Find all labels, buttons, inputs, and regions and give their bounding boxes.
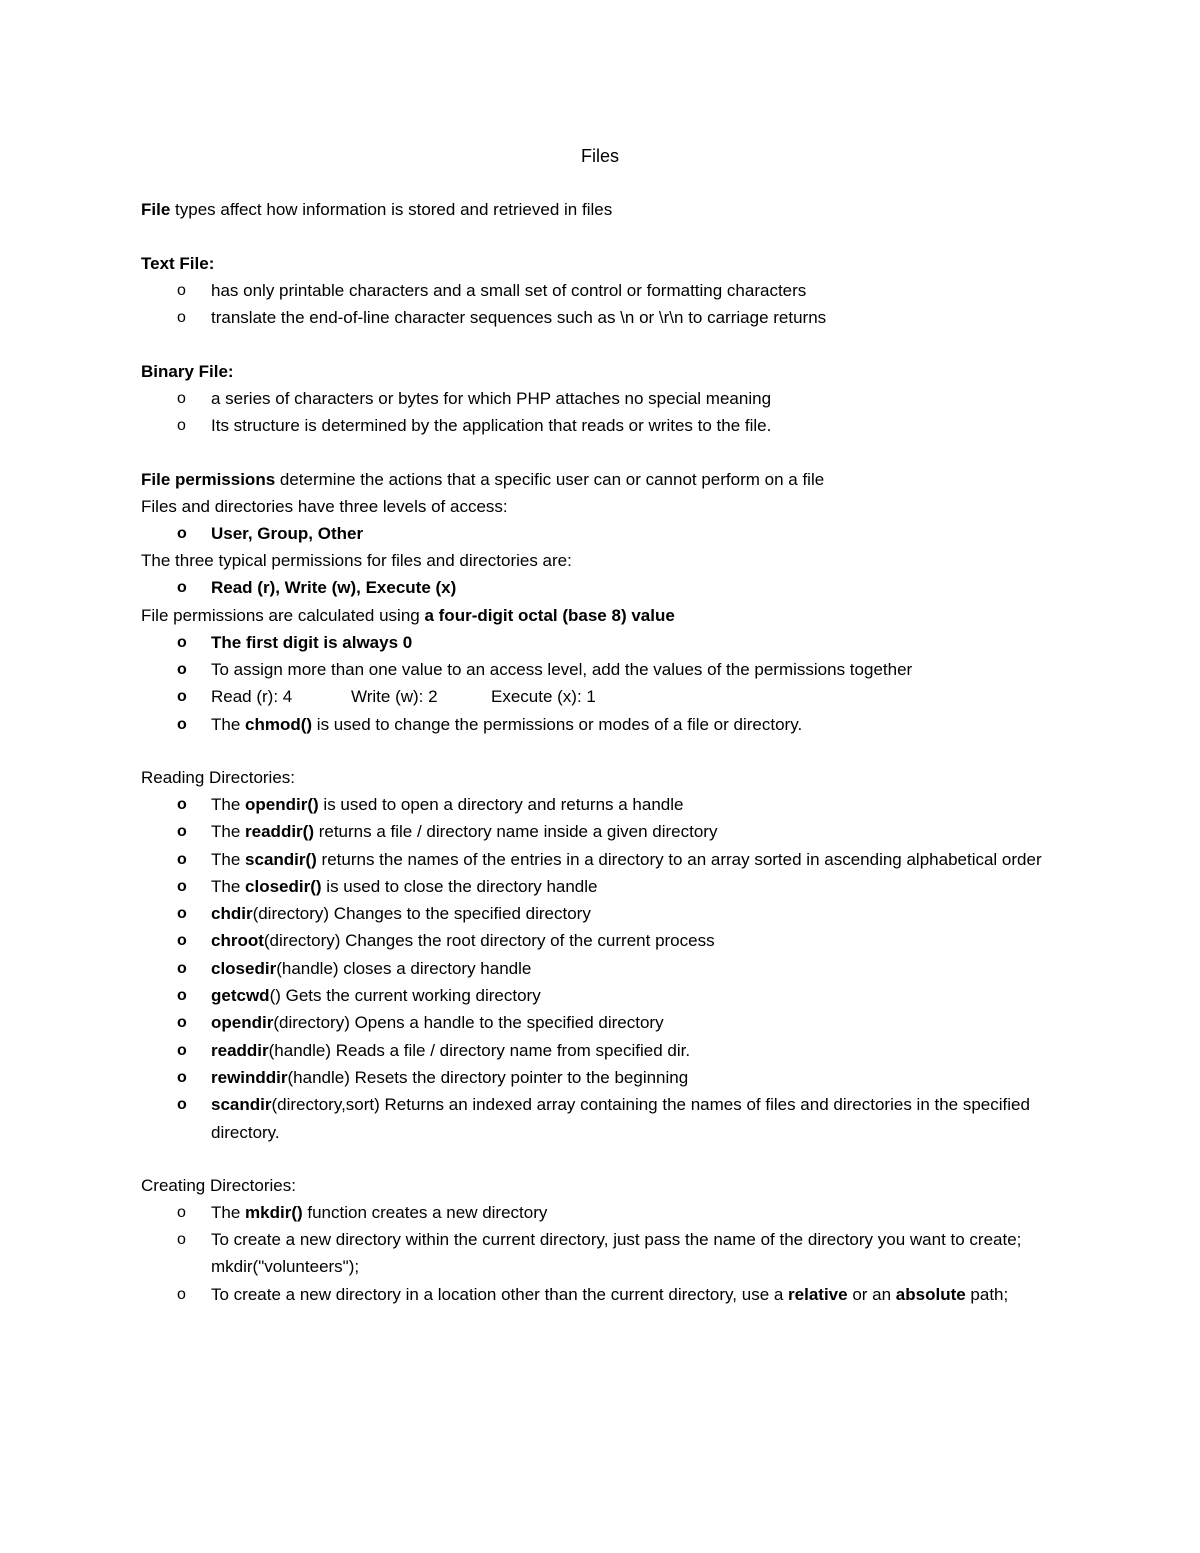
function-name: rewinddir	[211, 1067, 288, 1087]
read-value: Read (r): 4	[211, 687, 293, 707]
list-item	[141, 1037, 1071, 1064]
list-item-text: The	[211, 1202, 246, 1222]
list-item-text-part: The	[211, 849, 246, 869]
list-item-text	[211, 931, 715, 950]
permissions-term: File permissions	[141, 470, 276, 490]
first-digit-note: The first digit is always 0	[211, 632, 413, 652]
function-name: readdir()	[245, 822, 314, 842]
list-item	[141, 818, 1071, 845]
list-item-text-part: To create a new directory in a location other than the current directory, use a	[211, 1284, 789, 1304]
execute-value: Execute (x): 1	[491, 687, 596, 707]
function-name: readdir	[211, 1040, 269, 1060]
list-item	[141, 1226, 1071, 1281]
bullet-icon: o	[177, 715, 187, 733]
chmod-function: chmod()	[245, 714, 313, 734]
function-name: chdir	[211, 904, 253, 924]
bullet-icon: o	[177, 688, 187, 706]
list-item-text: translate the end-of-line character sequences such as \n or \r\n to carriage returns	[211, 308, 827, 328]
octal-intro	[141, 602, 1071, 629]
list-item	[141, 629, 1071, 656]
list-item	[141, 1199, 1071, 1226]
list-item-text	[211, 1013, 664, 1032]
function-name: scandir()	[245, 849, 317, 869]
list-item	[141, 1009, 1071, 1036]
function-name: getcwd	[211, 986, 270, 1006]
permissions-intro-text: determine the actions that a specific user can or cannot perform on a file	[275, 470, 825, 490]
list-item-text-part: () Gets the current working directory	[269, 986, 541, 1006]
text-file-heading-label: Text File:	[141, 254, 215, 273]
permission-types: Read (r), Write (w), Execute (x)	[211, 578, 457, 598]
list-item	[141, 982, 1071, 1009]
list-item	[141, 900, 1071, 927]
list-item-text: is used to change the permissions or modes of a file or directory.	[312, 714, 803, 734]
bullet-icon: o	[177, 823, 187, 841]
list-item-text-part: is used to close the directory handle	[321, 876, 598, 896]
bullet-icon: o	[177, 959, 187, 977]
list-item-text-part: (directory) Changes to the specified directory	[252, 904, 591, 924]
binary-file-heading-label: Binary File:	[141, 361, 234, 381]
list-item-text	[211, 986, 541, 1005]
list-item-text: Its structure is determined by the application that reads or writes to the file.	[211, 415, 772, 435]
function-name: opendir	[211, 1013, 274, 1033]
list-item	[141, 927, 1071, 954]
list-item	[141, 1281, 1071, 1308]
list-item-text	[211, 822, 717, 841]
list-item-text-part: (directory) Opens a handle to the specified directory	[273, 1013, 664, 1033]
list-item-text-part: returns the names of the entries in a directory to an array sorted in ascending alphabetical order	[316, 849, 1042, 869]
list-item	[141, 412, 1071, 439]
list-item	[141, 791, 1071, 818]
list-item-text-part: (handle) Resets the directory pointer to the beginning	[287, 1067, 689, 1087]
bullet-icon: o	[177, 661, 187, 679]
write-value: Write (w): 2	[351, 687, 438, 707]
access-levels: User, Group, Other	[211, 524, 364, 544]
list-item-text-part: (handle) closes a directory handle	[276, 958, 532, 978]
list-item-text	[211, 1285, 1008, 1304]
list-item-text: The	[211, 714, 246, 734]
function-name: closedir	[211, 958, 277, 978]
bullet-icon: o	[177, 905, 187, 923]
intro-paragraph	[141, 196, 1071, 223]
list-item-text-part: (directory) Changes the root directory of the current process	[263, 931, 715, 951]
intro-bold: File	[141, 200, 171, 219]
list-item-text-part: (directory,sort) Returns an indexed array containing the names of files and directories in the specified directory.	[211, 1095, 1030, 1142]
bullet-icon: o	[177, 877, 187, 895]
list-item-text-part: The	[211, 794, 246, 814]
list-item-text	[211, 1095, 1030, 1141]
list-item	[141, 711, 1071, 738]
bullet-icon: o	[177, 1068, 187, 1086]
list-item-text	[211, 904, 591, 923]
list-item-text: a series of characters or bytes for which PHP attaches no special meaning	[211, 388, 772, 408]
bullet-icon: o	[177, 1096, 187, 1114]
text-file-heading	[141, 250, 1071, 277]
octal-intro-text: File permissions are calculated using	[141, 605, 425, 625]
binary-file-heading	[141, 358, 1071, 385]
list-item-text	[211, 1068, 688, 1087]
list-item	[141, 955, 1071, 982]
list-item-text-part: or an	[847, 1284, 896, 1304]
bullet-icon: o	[177, 525, 187, 543]
intro-text: types affect how information is stored and retrieved in files	[170, 200, 613, 219]
permission-types-intro: The three typical permissions for files and directories are:	[141, 551, 572, 571]
mkdir-function: mkdir()	[245, 1202, 303, 1222]
creating-directories-heading: Creating Directories:	[141, 1175, 296, 1195]
bullet-icon: o	[177, 579, 187, 597]
relative-term: relative	[788, 1284, 848, 1304]
list-item-text-part: is used to open a directory and returns a handle	[318, 794, 684, 814]
bullet-icon: o	[177, 1014, 187, 1032]
list-item-text	[211, 959, 531, 978]
list-item-text	[211, 850, 1042, 869]
list-item	[141, 683, 1071, 710]
list-item	[141, 304, 1071, 331]
access-levels-intro: Files and directories have three levels of access:	[141, 497, 508, 517]
bullet-icon: o	[177, 282, 186, 299]
absolute-term: absolute	[895, 1284, 966, 1304]
document-body	[141, 196, 1071, 1308]
list-item-text	[211, 1041, 690, 1060]
list-item-text-part: The	[211, 822, 246, 842]
list-item-text-part: The	[211, 876, 246, 896]
list-item-text-part: returns a file / directory name inside a given directory	[314, 822, 718, 842]
list-item	[141, 656, 1071, 683]
bullet-icon: o	[177, 633, 187, 651]
list-item-text: function creates a new directory	[302, 1202, 548, 1222]
list-item-text-part: (handle) Reads a file / directory name from specified dir.	[268, 1040, 691, 1060]
octal-intro-bold: a four-digit octal (base 8) value	[424, 605, 675, 625]
function-name: scandir	[211, 1095, 272, 1115]
list-item	[141, 1064, 1071, 1091]
bullet-icon: o	[177, 987, 187, 1005]
list-item	[141, 520, 1071, 547]
list-item	[141, 277, 1071, 304]
bullet-icon: o	[177, 416, 186, 434]
list-item	[141, 846, 1071, 873]
bullet-icon: o	[177, 1285, 186, 1303]
list-item	[141, 385, 1071, 412]
list-item	[141, 574, 1071, 601]
list-item-text: To create a new directory within the current directory, just pass the name of the directory you want to create; mkdir("volunteers");	[211, 1230, 1022, 1277]
bullet-icon: o	[177, 389, 186, 407]
list-item-text	[211, 795, 683, 814]
list-item-text: has only printable characters and a small set of control or formatting characters	[211, 281, 807, 300]
reading-directories-list	[141, 791, 1071, 1146]
function-name: chroot	[211, 931, 264, 951]
bullet-icon: o	[177, 309, 186, 327]
bullet-icon: o	[177, 1231, 186, 1249]
permissions-intro	[141, 466, 1071, 493]
list-item	[141, 873, 1071, 900]
bullet-icon: o	[177, 1041, 187, 1059]
page-title: Files	[580, 146, 619, 166]
list-item	[141, 1091, 1071, 1146]
list-item-text: To assign more than one value to an access level, add the values of the permissions together	[211, 660, 913, 680]
reading-directories-heading: Reading Directories:	[141, 767, 296, 787]
function-name: opendir()	[245, 794, 319, 814]
bullet-icon: o	[177, 850, 187, 868]
function-name: closedir()	[245, 876, 322, 896]
bullet-icon: o	[177, 932, 187, 950]
list-item-text	[211, 877, 598, 896]
bullet-icon: o	[177, 795, 187, 813]
bullet-icon: o	[177, 1203, 186, 1221]
list-item-text-part: path;	[965, 1284, 1009, 1304]
